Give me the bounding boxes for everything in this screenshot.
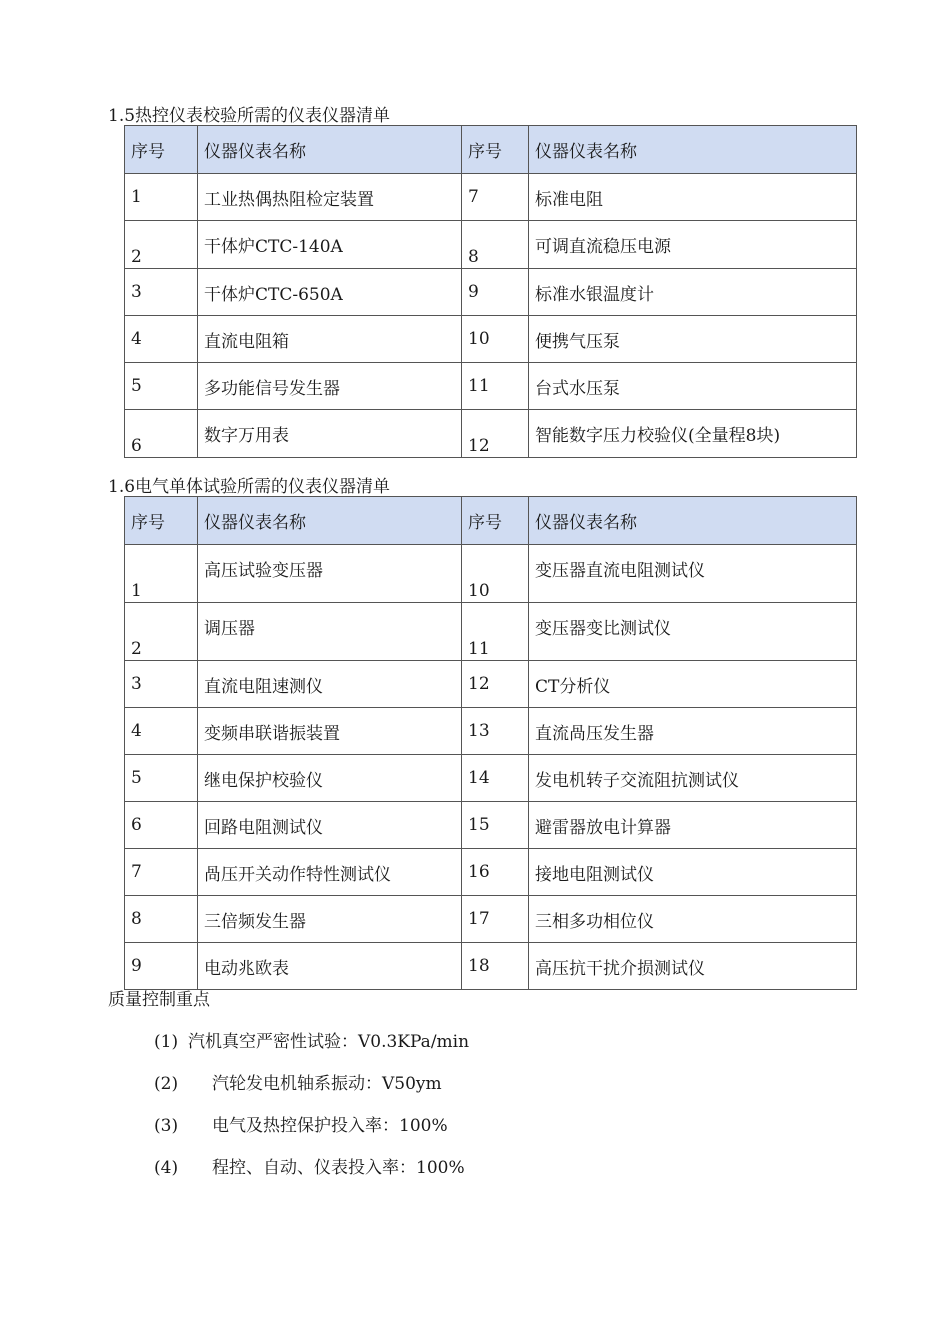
instrument-name: 三相多功相位仪 <box>529 896 857 943</box>
row-index: 15 <box>462 802 529 849</box>
item-text: 程控、自动、仪表投入率：100% <box>212 1158 465 1178</box>
row-index: 14 <box>462 755 529 802</box>
row-index: 17 <box>462 896 529 943</box>
instrument-name: 便携气压泵 <box>529 316 857 363</box>
instrument-name: 高压抗干扰介损测试仪 <box>529 943 857 990</box>
header-index: 序号 <box>125 497 198 545</box>
instrument-name: 电动兆欧表 <box>198 943 462 990</box>
instrument-name: 变频串联谐振装置 <box>198 708 462 755</box>
table-row <box>125 410 857 458</box>
instrument-name: 智能数字压力校验仪(全量程8块) <box>529 410 857 458</box>
list-item <box>154 1032 469 1074</box>
table-row <box>125 943 857 990</box>
table-row <box>125 896 857 943</box>
header-name: 仪器仪表名称 <box>198 497 462 545</box>
table-row <box>125 221 857 269</box>
list-item <box>154 1116 469 1158</box>
table-row <box>125 661 857 708</box>
row-index: 9 <box>462 269 529 316</box>
row-index: 10 <box>462 545 529 603</box>
instrument-name: 接地电阻测试仪 <box>529 849 857 896</box>
row-index: 7 <box>125 849 198 896</box>
item-text: 电气及热控保护投入率：100% <box>212 1116 448 1136</box>
row-index: 6 <box>125 410 198 458</box>
thermal-instrument-table <box>124 125 857 458</box>
header-name: 仪器仪表名称 <box>529 126 857 174</box>
item-number: (2) <box>154 1074 179 1094</box>
instrument-name: 干体炉CTC-140A <box>198 221 462 269</box>
row-index: 11 <box>462 603 529 661</box>
header-name: 仪器仪表名称 <box>198 126 462 174</box>
header-index: 序号 <box>125 126 198 174</box>
row-index: 8 <box>125 896 198 943</box>
electrical-instrument-table <box>124 496 857 990</box>
section-title-thermal: 1.5热控仪表校验所需的仪表仪器清单 <box>108 106 391 126</box>
quality-control-title: 质量控制重点 <box>108 990 210 1010</box>
instrument-name: 数字万用表 <box>198 410 462 458</box>
row-index: 10 <box>462 316 529 363</box>
instrument-name: 直流电阻箱 <box>198 316 462 363</box>
row-index: 18 <box>462 943 529 990</box>
row-index: 5 <box>125 363 198 410</box>
item-number: (3) <box>154 1116 179 1136</box>
row-index: 9 <box>125 943 198 990</box>
instrument-name: 干体炉CTC-650A <box>198 269 462 316</box>
item-text: 汽机真空严密性试验：V0.3KPa/min <box>188 1032 470 1052</box>
row-index: 1 <box>125 174 198 221</box>
table-row <box>125 269 857 316</box>
row-index: 7 <box>462 174 529 221</box>
row-index: 1 <box>125 545 198 603</box>
instrument-name: CT分析仪 <box>529 661 857 708</box>
table-row <box>125 802 857 849</box>
instrument-name: 回路电阻测试仪 <box>198 802 462 849</box>
table-row <box>125 755 857 802</box>
row-index: 13 <box>462 708 529 755</box>
row-index: 12 <box>462 410 529 458</box>
list-item <box>154 1074 469 1116</box>
table-row <box>125 708 857 755</box>
list-item <box>154 1158 469 1200</box>
header-index: 序号 <box>462 126 529 174</box>
instrument-name: 直流电阻速测仪 <box>198 661 462 708</box>
row-index: 2 <box>125 603 198 661</box>
instrument-name: 避雷器放电计算器 <box>529 802 857 849</box>
instrument-name: 可调直流稳压电源 <box>529 221 857 269</box>
instrument-name: 发电机转子交流阻抗测试仪 <box>529 755 857 802</box>
row-index: 16 <box>462 849 529 896</box>
row-index: 11 <box>462 363 529 410</box>
section-title-electrical: 1.6电气单体试验所需的仪表仪器清单 <box>108 477 391 497</box>
table-row <box>125 545 857 603</box>
instrument-name: 调压器 <box>198 603 462 661</box>
instrument-name: 标准水银温度计 <box>529 269 857 316</box>
instrument-name: 多功能信号发生器 <box>198 363 462 410</box>
table-row <box>125 316 857 363</box>
row-index: 3 <box>125 269 198 316</box>
row-index: 12 <box>462 661 529 708</box>
instrument-name: 变压器变比测试仪 <box>529 603 857 661</box>
row-index: 8 <box>462 221 529 269</box>
row-index: 4 <box>125 316 198 363</box>
table-row <box>125 849 857 896</box>
instrument-name: 工业热偶热阻检定装置 <box>198 174 462 221</box>
table-header-row <box>125 126 857 174</box>
instrument-name: 标准电阻 <box>529 174 857 221</box>
item-text: 汽轮发电机轴系振动：V50ym <box>212 1074 442 1094</box>
row-index: 3 <box>125 661 198 708</box>
instrument-name: 高压试验变压器 <box>198 545 462 603</box>
instrument-name: 台式水压泵 <box>529 363 857 410</box>
instrument-name: 继电保护校验仪 <box>198 755 462 802</box>
row-index: 2 <box>125 221 198 269</box>
item-number: (4) <box>154 1158 179 1178</box>
item-number: (1) <box>154 1032 179 1052</box>
quality-control-list <box>154 1032 469 1200</box>
instrument-name: 咼压开关动作特性测试仪 <box>198 849 462 896</box>
instrument-name: 直流咼压发生器 <box>529 708 857 755</box>
table-header-row <box>125 497 857 545</box>
instrument-name: 变压器直流电阻测试仪 <box>529 545 857 603</box>
header-name: 仪器仪表名称 <box>529 497 857 545</box>
instrument-name: 三倍频发生器 <box>198 896 462 943</box>
row-index: 5 <box>125 755 198 802</box>
table-row <box>125 603 857 661</box>
row-index: 4 <box>125 708 198 755</box>
table-row <box>125 174 857 221</box>
table-row <box>125 363 857 410</box>
row-index: 6 <box>125 802 198 849</box>
header-index: 序号 <box>462 497 529 545</box>
